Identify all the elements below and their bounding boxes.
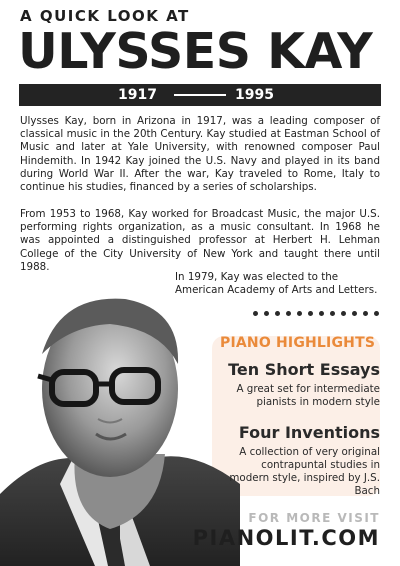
piece-title: Ten Short Essays <box>228 360 380 379</box>
divider-dot <box>297 311 302 316</box>
divider-dot <box>330 311 335 316</box>
death-year: 1995 <box>235 87 274 103</box>
divider-dot <box>341 311 346 316</box>
divider-dot <box>319 311 324 316</box>
divider-dot <box>308 311 313 316</box>
bio-paragraph-3: In 1979, Kay was elected to the American Academy of Arts and Letters. <box>175 271 378 297</box>
divider-dot <box>264 311 269 316</box>
birth-year: 1917 <box>118 87 157 103</box>
piece-title: Four Inventions <box>238 423 380 442</box>
piece-description: A collection of very original contrapuntal studies in modern style, inspired by J.S. Bach <box>229 446 380 497</box>
years-bar <box>19 84 381 106</box>
years-dash <box>174 94 226 96</box>
divider-dot <box>352 311 357 316</box>
divider-dot <box>374 311 379 316</box>
divider-dot <box>363 311 368 316</box>
composer-name: ULYSSES KAY <box>18 23 373 80</box>
bio-paragraph-1: Ulysses Kay, born in Arizona in 1917, was a leading composer of classical music in the 20th Century. Kay studied at Eastman School of Music and later at Yale University, with renowned composer Paul Hindemith. In 1942 Kay joined the U.S. Navy and played in its band during World War II. After the war, Kay traveled to Rome, Italy to continue his studies, financed by a series of scholarships. <box>20 115 380 194</box>
bio-paragraph-2: From 1953 to 1968, Kay worked for Broadcast Music, the major U.S. performing rights organization, as a music consultant. In 1968 he was appointed a distinguished professor at Herbert H. Lehman College of the City University of New York and taught there until 1988. <box>20 208 380 273</box>
divider-dot <box>286 311 291 316</box>
highlights-title: PIANO HIGHLIGHTS <box>220 335 376 351</box>
piece-description: A great set for intermediate pianists in modern style <box>236 383 380 408</box>
composer-portrait <box>0 284 240 566</box>
divider-dot <box>253 311 258 316</box>
header-kicker: A QUICK LOOK AT <box>20 7 190 25</box>
footer-cta: FOR MORE VISIT <box>248 511 380 525</box>
website-link[interactable]: PIANOLIT.COM <box>192 526 380 550</box>
divider-dot <box>275 311 280 316</box>
